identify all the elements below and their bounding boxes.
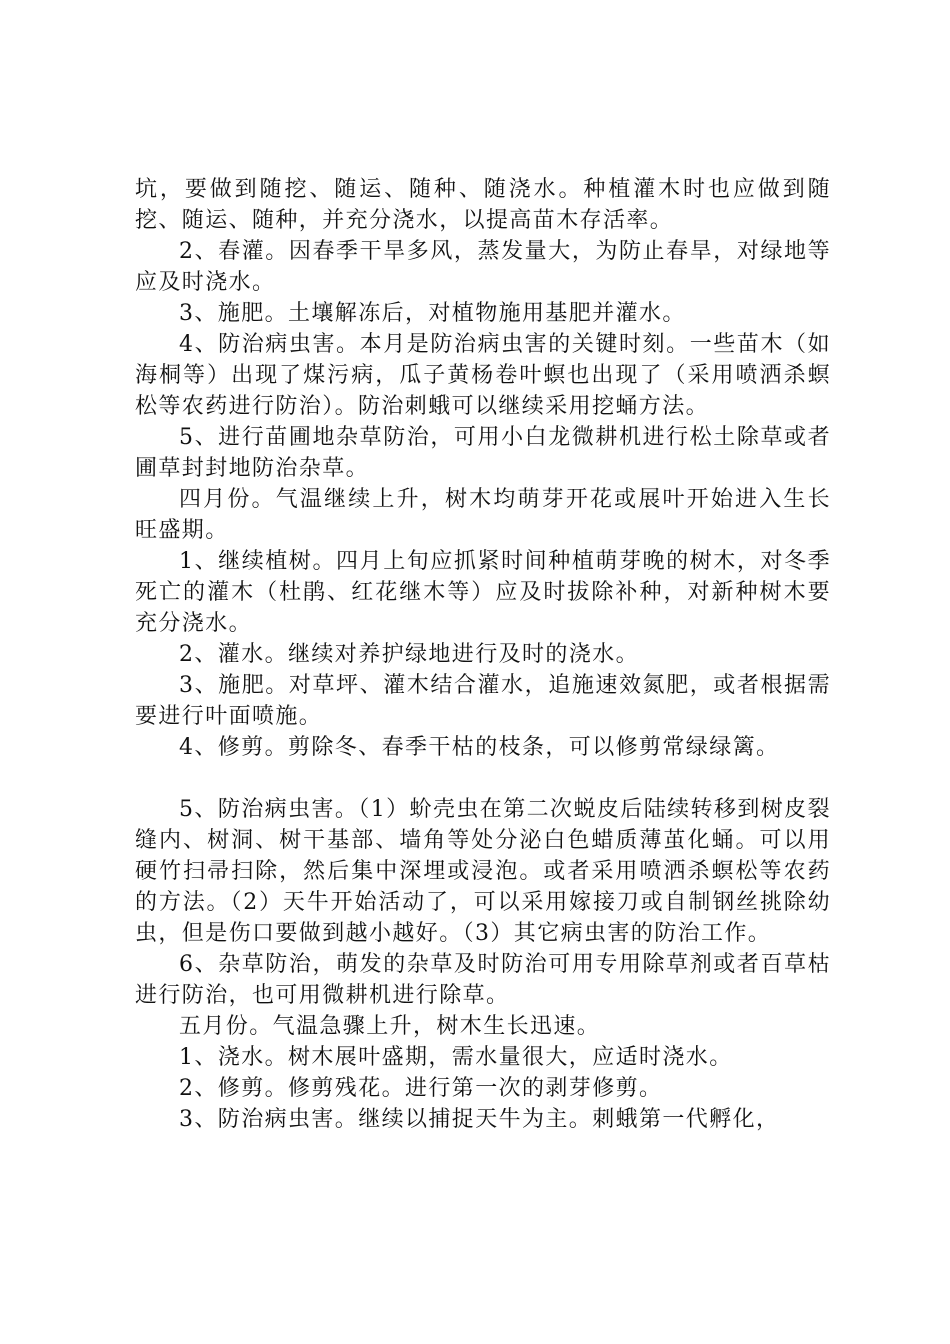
paragraph-may-pest-control: 3、防治病虫害。继续以捕捉天牛为主。刺蛾第一代孵化， — [179, 1107, 780, 1132]
paragraph-april-planting: 1、继续植树。四月上旬应抓紧时间种植萌芽晚的树木，对冬季死亡的灌木（杜鹃、红花继木等）应及时拔除补种，对新种树木要充分浇水。 — [135, 549, 831, 636]
paragraph-weed-control: 5、进行苗圃地杂草防治，可用小白龙微耕机进行松土除草或者圃草封封地防治杂草。 — [135, 425, 831, 481]
paragraph-april-pruning: 4、修剪。剪除冬、春季干枯的枝条，可以修剪常绿绿篱。 — [179, 735, 780, 760]
document-body — [135, 174, 831, 1135]
paragraph-fertilize: 3、施肥。土壤解冻后，对植物施用基肥并灌水。 — [179, 301, 686, 326]
paragraph-april-weed-control: 6、杂草防治，萌发的杂草及时防治可用专用除草剂或者百草枯进行防治，也可用微耕机进行除草。 — [135, 952, 831, 1008]
paragraph-april-pest-control: 5、防治病虫害。（1）蚧壳虫在第二次蜕皮后陆续转移到树皮裂缝内、树洞、树干基部、墙角等处分泌白色蜡质薄茧化蛹。可以用硬竹扫帚扫除，然后集中深埋或浸泡。或者采用喷洒杀螟松等农药的方法。（2）天牛开始活动了，可以采用嫁接刀或自制钢丝挑除幼虫，但是伤口要做到越小越好。（3）其它病虫害的防治工作。 — [135, 797, 831, 946]
paragraph-april-heading: 四月份。气温继续上升，树木均萌芽开花或展叶开始进入生长旺盛期。 — [135, 487, 831, 543]
paragraph-spring-irrigation: 2、春灌。因春季干旱多风，蒸发量大，为防止春旱，对绿地等应及时浇水。 — [135, 239, 831, 295]
paragraph-may-watering: 1、浇水。树木展叶盛期，需水量很大，应适时浇水。 — [179, 1045, 733, 1070]
paragraph-april-fertilize: 3、施肥。对草坪、灌木结合灌水，追施速效氮肥，或者根据需要进行叶面喷施。 — [135, 673, 831, 729]
paragraph-may-pruning: 2、修剪。修剪残花。进行第一次的剥芽修剪。 — [179, 1076, 663, 1101]
paragraph-continuation: 坑，要做到随挖、随运、随种、随浇水。种植灌木时也应做到随挖、随运、随种，并充分浇水，以提高苗木存活率。 — [135, 177, 831, 233]
paragraph-pest-control: 4、防治病虫害。本月是防治病虫害的关键时刻。一些苗木（如海桐等）出现了煤污病，瓜子黄杨卷叶螟也出现了（采用喷洒杀螟松等农药进行防治）。防治刺蛾可以继续采用挖蛹方法。 — [135, 332, 831, 419]
paragraph-may-heading: 五月份。气温急骤上升，树木生长迅速。 — [179, 1014, 601, 1039]
paragraph-april-watering: 2、灌水。继续对养护绿地进行及时的浇水。 — [179, 642, 639, 667]
